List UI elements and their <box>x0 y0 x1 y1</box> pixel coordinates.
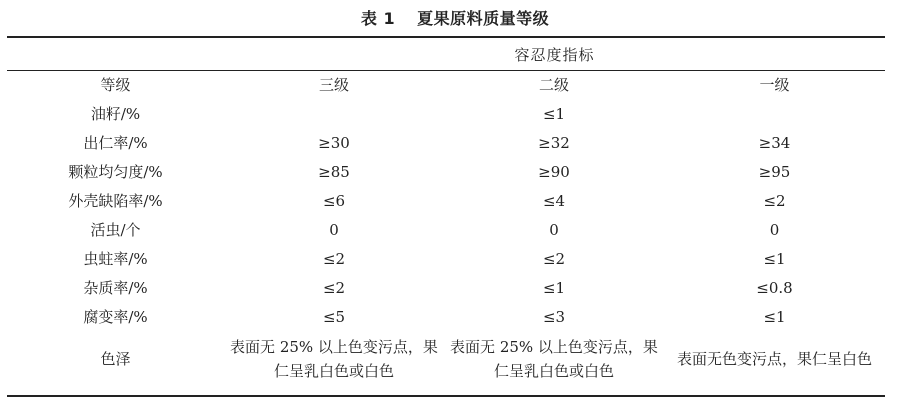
cell-grade2: ≤4 <box>542 192 566 210</box>
cell-grade3: ≤2 <box>322 250 346 268</box>
cell-grade2: ≤2 <box>542 250 566 268</box>
row-label: 油籽/% <box>90 105 141 123</box>
top-rule <box>7 36 885 38</box>
cell-grade1: 表面无色变污点，果仁呈白色 <box>676 350 872 368</box>
data-table <box>7 71 885 386</box>
row-label: 出仁率/% <box>83 134 148 152</box>
table-number: 表 1 <box>360 9 396 28</box>
cell-grade2: ≤3 <box>542 308 566 326</box>
table-row <box>7 274 885 303</box>
table-row <box>7 187 885 216</box>
cell-grade2: ≤1 <box>542 105 566 123</box>
table-row <box>7 245 885 274</box>
row-label: 活虫/个 <box>90 221 141 239</box>
cell-grade1: ≤0.8 <box>756 279 793 297</box>
row-label: 色泽 <box>100 350 131 368</box>
row-label: 虫蛀率/% <box>83 250 148 268</box>
cell-grade1: ≤2 <box>763 192 786 210</box>
cell-grade2: ≥90 <box>538 163 570 181</box>
cell-grade3 <box>224 100 444 129</box>
table-caption <box>0 6 910 29</box>
table-title: 夏果原料质量等级 <box>417 9 550 28</box>
cell-grade2: 表面无 25% 以上色变污点，果仁呈乳白色或白色 <box>450 338 658 380</box>
row-label: 外壳缺陷率/% <box>68 192 163 210</box>
cell-grade3: 0 <box>329 221 339 239</box>
row-label: 颗粒均匀度/% <box>68 163 163 181</box>
cell-grade3: ≤6 <box>322 192 346 210</box>
table-row <box>7 158 885 187</box>
cell-grade3: ≤2 <box>322 279 346 297</box>
table-row <box>7 216 885 245</box>
cell-grade3: ≥30 <box>318 134 350 152</box>
cell-grade1: ≥34 <box>758 134 791 152</box>
table-row <box>7 332 885 386</box>
cell-grade2: ≤1 <box>542 279 566 297</box>
column-header-row <box>7 71 885 100</box>
cell-grade1 <box>664 100 885 129</box>
bottom-rule <box>7 395 885 397</box>
table-row <box>7 100 885 129</box>
column-header-grade1: 一级 <box>759 76 790 94</box>
row-label: 杂质率/% <box>83 279 148 297</box>
cell-grade3: 表面无 25% 以上色变污点，果仁呈乳白色或白色 <box>230 338 438 380</box>
table-row <box>7 303 885 332</box>
cell-grade1: ≤1 <box>763 308 786 326</box>
spanning-header: 容忍度指标 <box>514 46 595 64</box>
table-row <box>7 129 885 158</box>
cell-grade1: ≥95 <box>758 163 791 181</box>
cell-grade3: ≥85 <box>318 163 350 181</box>
cell-grade1: ≤1 <box>763 250 786 268</box>
column-header-grade: 等级 <box>100 76 131 94</box>
cell-grade2: ≥32 <box>538 134 570 152</box>
column-header-grade3: 三级 <box>318 76 349 94</box>
column-header-grade2: 二级 <box>538 76 569 94</box>
cell-grade2: 0 <box>549 221 559 239</box>
row-label: 腐变率/% <box>83 308 148 326</box>
cell-grade3: ≤5 <box>322 308 346 326</box>
cell-grade1: 0 <box>769 221 780 239</box>
